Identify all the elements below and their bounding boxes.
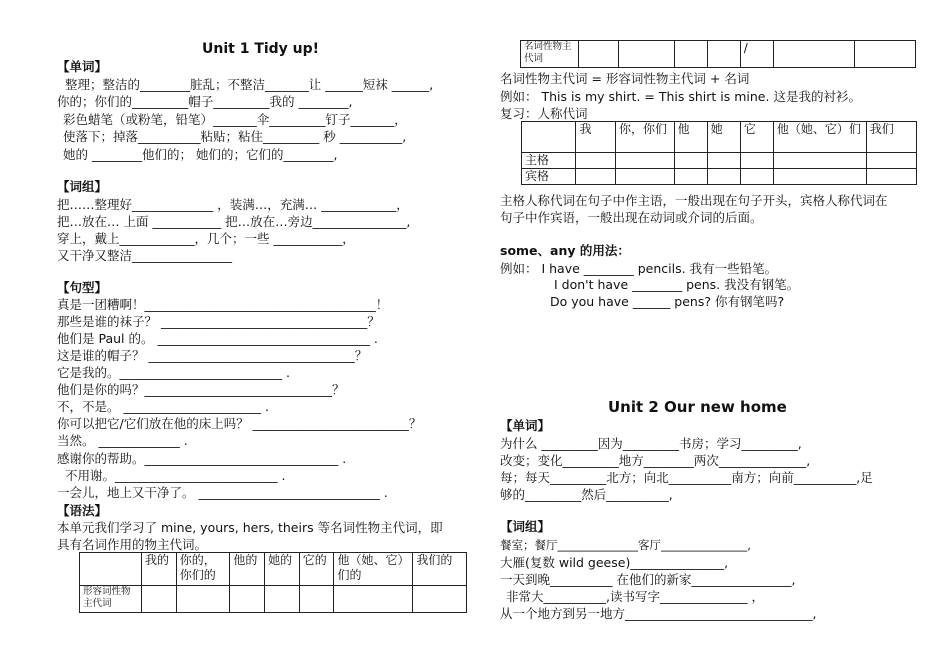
unit1-phrase-line: 又干净又整洁________________ [57, 248, 233, 263]
table-row-label: 主格 [522, 153, 576, 169]
sentence-line: 他们是你的吗？______________________________？ [57, 382, 345, 397]
table-cell: 你，你们 [615, 122, 674, 153]
answer-cell[interactable] [866, 169, 916, 185]
rule-line: 复习：人称代词 [500, 106, 588, 121]
sentence-line: 感谢你的帮助。_______________________________ . [57, 451, 347, 466]
unit2-phrase-line: 餐室；餐厅______________客厅_______________, [500, 538, 751, 552]
sentence-line: 一会儿，地上又干净了。 _____________________________ . [57, 485, 388, 500]
table-row-label: 宾格 [522, 169, 576, 185]
table-cell: 我 [576, 122, 616, 153]
table-cell: 他（她、它）们的 [334, 553, 413, 586]
unit1-phrase-header: 【词组】 [57, 179, 108, 194]
answer-cell[interactable] [707, 41, 740, 68]
table-row-label: 形容词性物主代词 [80, 586, 142, 613]
answer-cell[interactable] [740, 169, 773, 185]
unit1-title: Unit 1 Tidy up! [202, 41, 320, 57]
unit1-vocab-header: 【单词】 [57, 59, 108, 74]
answer-cell[interactable] [773, 169, 866, 185]
rule-line: 例如： This is my shirt. = This shirt is mine. 这是我的衬衫。 [500, 89, 861, 104]
unit2-vocab-line: 改变；变化_________地方________两次______________, [500, 453, 811, 468]
answer-cell[interactable] [855, 41, 916, 68]
answer-cell[interactable] [576, 153, 616, 169]
sentence-line: 不用谢。__________________________ . [65, 468, 286, 483]
sentence-line: 不，不是。 ______________________ . [57, 399, 269, 414]
answer-cell[interactable] [579, 41, 618, 68]
unit1-sentence-header: 【句型】 [57, 280, 108, 295]
grammar-line: 具有名词作用的物主代词。 [57, 537, 208, 552]
unit2-phrase-line: 非常大__________,读书写字______________ ， [506, 589, 764, 604]
answer-cell[interactable] [576, 169, 616, 185]
table-row [521, 41, 916, 68]
sentence-line: 这是谁的帽子？ _________________________________？ [57, 348, 368, 363]
table-cell: / [740, 41, 773, 68]
noun-possessive-table [520, 40, 916, 68]
table-row [522, 122, 917, 153]
example-line: I don't have ________ pens. 我没有钢笔。 [554, 277, 800, 292]
table-cell: 它 [740, 122, 773, 153]
unit1-vocab-line: 她的 ________他们的； 她们的；它们的________, [63, 147, 338, 162]
answer-cell[interactable] [615, 153, 674, 169]
example-line: 例如： I have ________ pencils. 我有一些铅笔。 [500, 261, 778, 276]
rule-line: 名词性物主代词 = 形容词性物主代词 + 名词 [500, 71, 750, 86]
answer-cell[interactable] [142, 586, 177, 613]
table-cell [522, 122, 576, 153]
unit2-phrase-line: 大雁(复数 wild geese)_______________, [500, 555, 729, 570]
answer-cell[interactable] [674, 41, 707, 68]
table-cell: 我们的 [413, 553, 467, 586]
sentence-line: 它是我的。__________________________ . [57, 365, 290, 380]
answer-cell[interactable] [334, 586, 413, 613]
answer-cell[interactable] [707, 169, 740, 185]
answer-cell[interactable] [740, 153, 773, 169]
note-line: 句子中作宾语，一般出现在动词或介词的后面。 [500, 210, 763, 225]
unit2-vocab-line: 每；每天_________北方；向北__________南方；向前__________,足 [500, 470, 873, 485]
answer-cell[interactable] [299, 586, 334, 613]
answer-cell[interactable] [707, 153, 740, 169]
answer-cell[interactable] [674, 153, 707, 169]
unit2-phrase-header: 【词组】 [500, 519, 551, 534]
unit1-vocab-line: 使落下；掉落__________粘贴；粘住_________ 秒 __________, [63, 129, 407, 144]
unit1-phrase-line: 穿上，戴上____________，几个；一些 ___________， [57, 231, 355, 246]
answer-cell[interactable] [413, 586, 467, 613]
possessive-table [79, 552, 467, 613]
unit1-vocab-line: 你的；你们的_________帽子_________我的 ________, [57, 94, 353, 109]
pronoun-table [521, 121, 917, 185]
unit2-vocab-line: 为什么 _________因为_________书房；学习_________, [500, 436, 802, 451]
answer-cell[interactable] [230, 586, 265, 613]
table-cell [80, 553, 142, 586]
table-row [522, 169, 917, 185]
table-cell: 她的 [265, 553, 300, 586]
answer-cell[interactable] [265, 586, 300, 613]
unit2-phrase-line: 一天到晚__________ 在他们的新家________________, [500, 572, 796, 587]
unit1-grammar-header: 【语法】 [57, 503, 108, 518]
answer-cell[interactable] [674, 169, 707, 185]
table-cell: 我们 [866, 122, 916, 153]
table-row [522, 153, 917, 169]
sentence-line: 他们是 Paul 的。 __________________________________ . [57, 331, 378, 346]
sentence-line: 真是一团糟啊！_____________________________________！ [57, 297, 389, 312]
answer-cell[interactable] [618, 41, 674, 68]
table-cell: 他的 [230, 553, 265, 586]
unit1-vocab-line: 彩色蜡笔（或粉笔，铅笔）_______伞_________钉子_______， [63, 112, 407, 127]
table-row-label: 名词性物主代词 [521, 41, 579, 68]
table-row [80, 553, 467, 586]
grammar-line: 本单元我们学习了 mine, yours, hers, theirs 等名词性物主代词，即 [57, 520, 443, 535]
sentence-line: 当然。 _____________ . [57, 433, 188, 448]
table-cell: 他 [674, 122, 707, 153]
table-cell: 她 [707, 122, 740, 153]
table-row [80, 586, 467, 613]
sentence-line: 你可以把它/它们放在他的床上吗？ _________________________？ [57, 416, 422, 431]
table-cell: 你的，你们的 [176, 553, 230, 586]
answer-cell[interactable] [176, 586, 230, 613]
unit2-vocab-header: 【单词】 [500, 418, 551, 433]
sentence-line: 那些是谁的袜子？ _________________________________？ [57, 314, 380, 329]
table-cell: 他（她、它）们 [773, 122, 866, 153]
table-cell: 它的 [299, 553, 334, 586]
table-cell: 我的 [142, 553, 177, 586]
note-line: 主格人称代词在句子中作主语，一般出现在句子开头，宾格人称代词在 [500, 193, 888, 208]
unit2-title: Unit 2 Our new home [608, 398, 787, 416]
unit2-phrase-line: 从一个地方到另一地方______________________________, [500, 606, 817, 621]
unit1-phrase-line: 把…放在… 上面 ___________ 把…放在…旁边_______________, [57, 214, 411, 229]
answer-cell[interactable] [773, 153, 866, 169]
example-line: Do you have ______ pens? 你有钢笔吗? [550, 294, 785, 309]
unit1-vocab-line: 整理；整洁的________脏乱；不整洁_______让 ______短袜 ______, [65, 77, 434, 92]
unit1-phrase-line: 把……整理好_____________ ，装满…，充满… ____________， [57, 197, 409, 212]
unit2-vocab-line: 够的_________然后__________, [500, 487, 673, 502]
some-any-header: some、any 的用法： [500, 243, 630, 258]
answer-cell[interactable] [773, 41, 855, 68]
answer-cell[interactable] [866, 153, 916, 169]
answer-cell[interactable] [615, 169, 674, 185]
